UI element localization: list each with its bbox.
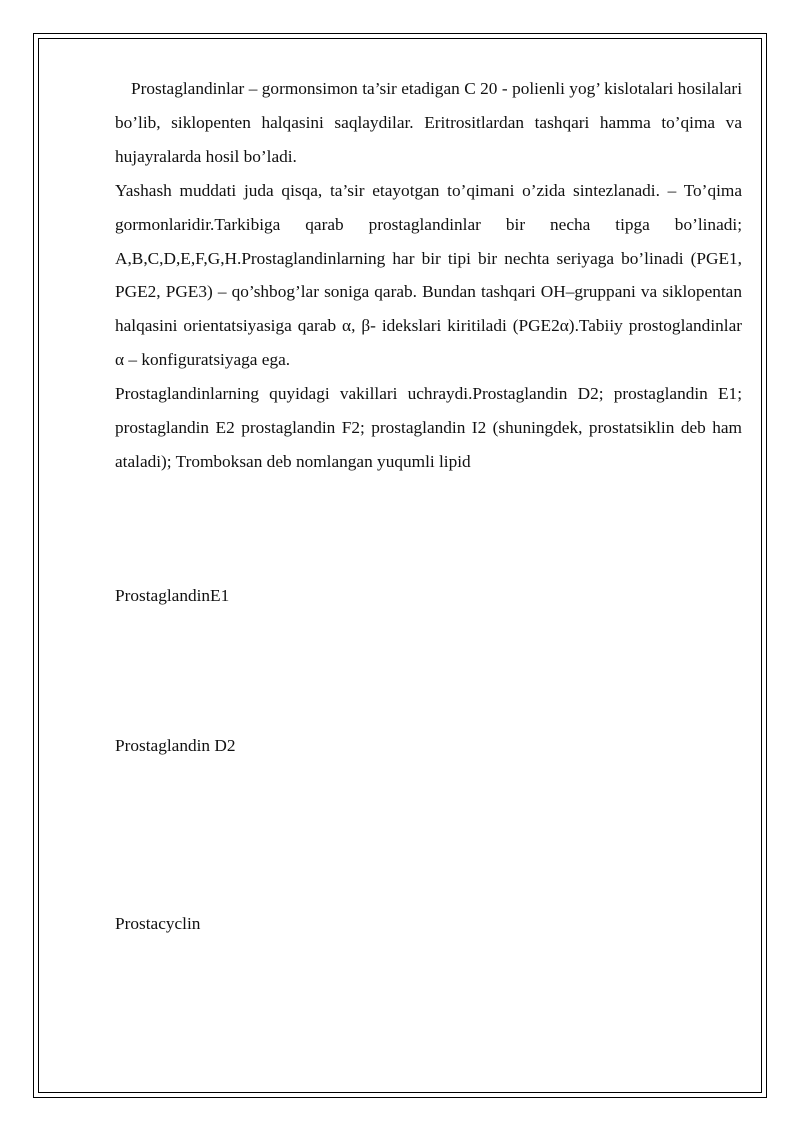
label-prostaglandin-d2: Prostaglandin D2	[115, 736, 236, 755]
paragraph-types: Yashash muddati juda qisqa, ta’sir etayotgan to’qimani o’zida sintezlanadi. – To’qima gormonlaridir.Tarkibiga qarab prostaglandinlar bir necha tipga bo’linadi; A,B,C,D,E,F,G,H.Prostaglandinlarning har bir tipi bir nechta seriyaga bo’linadi (PGE1, PGE2, PGE3) – qo’shbog’lar soniga qarab. Bundan tashqari OH–gruppani va siklopentan halqasini orientatsiyasiga qarab α, β- idekslari kiritiladi (PGE2α).Tabiiy prostoglandinlar α – konfiguratsiyaga ega.	[115, 180, 742, 370]
label-prostacyclin: Prostacyclin	[115, 914, 201, 933]
label-prostaglandin-e1: ProstaglandinE1	[115, 586, 230, 605]
paragraph-representatives: Prostaglandinlarning quyidagi vakillari uchraydi.Prostaglandin D2; prostaglandin E1; prostaglandin E2 prostaglandin F2; prostaglandin I2 (shuningdek, prostatsiklin deb ham ataladi); Tromboksan deb nomlangan yuqumli lipid	[115, 384, 742, 471]
document-body	[115, 72, 742, 479]
paragraph-intro: Prostaglandinlar – gormonsimon ta’sir etadigan C 20 - polienli yog’ kislotalari hosilalari bo’lib, siklopenten halqasini saqlaydilar. Eritrositlardan tashqari hamma to’qima va hujayralarda hosil bo’ladi.	[115, 79, 742, 166]
